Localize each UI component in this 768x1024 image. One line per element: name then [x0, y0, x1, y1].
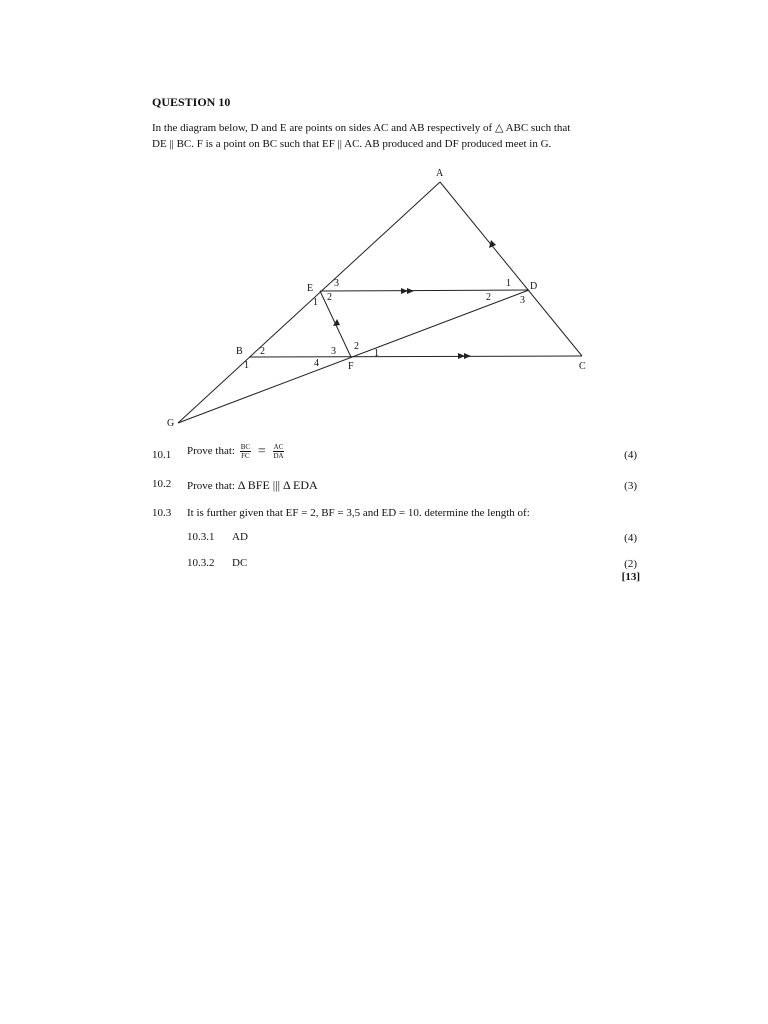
angle-label-E1: 1	[313, 297, 318, 308]
angle-label-B2: 2	[260, 346, 265, 357]
vertex-label-D: D	[530, 281, 538, 292]
angle-label-E2: 2	[327, 292, 332, 303]
subitem-number-10-3-2: 10.3.2	[187, 557, 215, 569]
fraction-numerator: BC	[240, 443, 251, 451]
equals-sign: =	[257, 443, 266, 459]
item-number-10-2: 10.2	[152, 478, 172, 490]
item-10-1-prompt	[187, 443, 287, 460]
item-10-3-prompt: It is further given that EF = 2, BF = 3,5 and ED = 10. determine the length of:	[187, 507, 530, 519]
marks-10-3-1: (4)	[624, 532, 637, 544]
vertex-label-F: F	[348, 361, 354, 372]
double-arrow-BC-2	[464, 353, 471, 359]
prompt-text: Prove that:	[187, 480, 235, 492]
angle-label-F1: 1	[374, 348, 379, 359]
vertex-label-G: G	[167, 418, 175, 429]
angle-label-F4: 4	[314, 358, 319, 369]
fraction-ac-da	[272, 443, 284, 460]
double-arrow-DE-2	[407, 288, 414, 294]
side-BC	[249, 356, 582, 357]
angle-label-D1: 1	[506, 278, 511, 289]
angle-label-E3: 3	[334, 278, 339, 289]
fraction-numerator: AC	[273, 443, 284, 451]
fraction-denominator: DA	[273, 452, 284, 460]
marks-10-3-2: (2)	[624, 558, 637, 570]
subitem-number-10-3-1: 10.3.1	[187, 531, 215, 543]
vertex-label-E: E	[307, 283, 314, 294]
vertex-label-A: A	[436, 168, 444, 179]
fraction-denominator: FC	[241, 452, 250, 460]
intro-line-1: In the diagram below, D and E are points on sides AC and AB respectively of △ ABC such that	[152, 122, 571, 134]
question-title: QUESTION 10	[152, 95, 231, 109]
item-number-10-3: 10.3	[152, 507, 172, 519]
subitem-answer-dc: DC	[232, 557, 248, 569]
angle-label-B1: 1	[244, 360, 249, 371]
side-AC	[440, 182, 582, 356]
vertex-label-C: C	[579, 361, 586, 372]
fraction-bc-fc	[240, 443, 251, 460]
angle-label-F2: 2	[354, 341, 359, 352]
angle-label-F3: 3	[331, 346, 336, 357]
item-10-2-prompt	[187, 478, 318, 493]
similarity-statement: Δ BFE ||| Δ EDA	[237, 478, 318, 492]
prompt-text: Prove that:	[187, 445, 235, 458]
marks-10-1: (4)	[624, 449, 637, 461]
vertex-label-B: B	[236, 346, 243, 357]
subitem-answer-ad: AD	[232, 531, 248, 543]
question-total: [13]	[621, 571, 640, 583]
angle-label-D3: 3	[520, 295, 525, 306]
side-AG	[178, 182, 440, 423]
item-number-10-1: 10.1	[152, 449, 172, 461]
angle-label-D2: 2	[486, 292, 491, 303]
double-arrow-BC-1	[458, 353, 465, 359]
double-arrow-DE-1	[401, 288, 408, 294]
marks-10-2: (3)	[624, 480, 637, 492]
intro-line-2: DE || BC. F is a point on BC such that EF || AC. AB produced and DF produced meet in G.	[152, 138, 552, 150]
segment-ED	[320, 290, 529, 291]
